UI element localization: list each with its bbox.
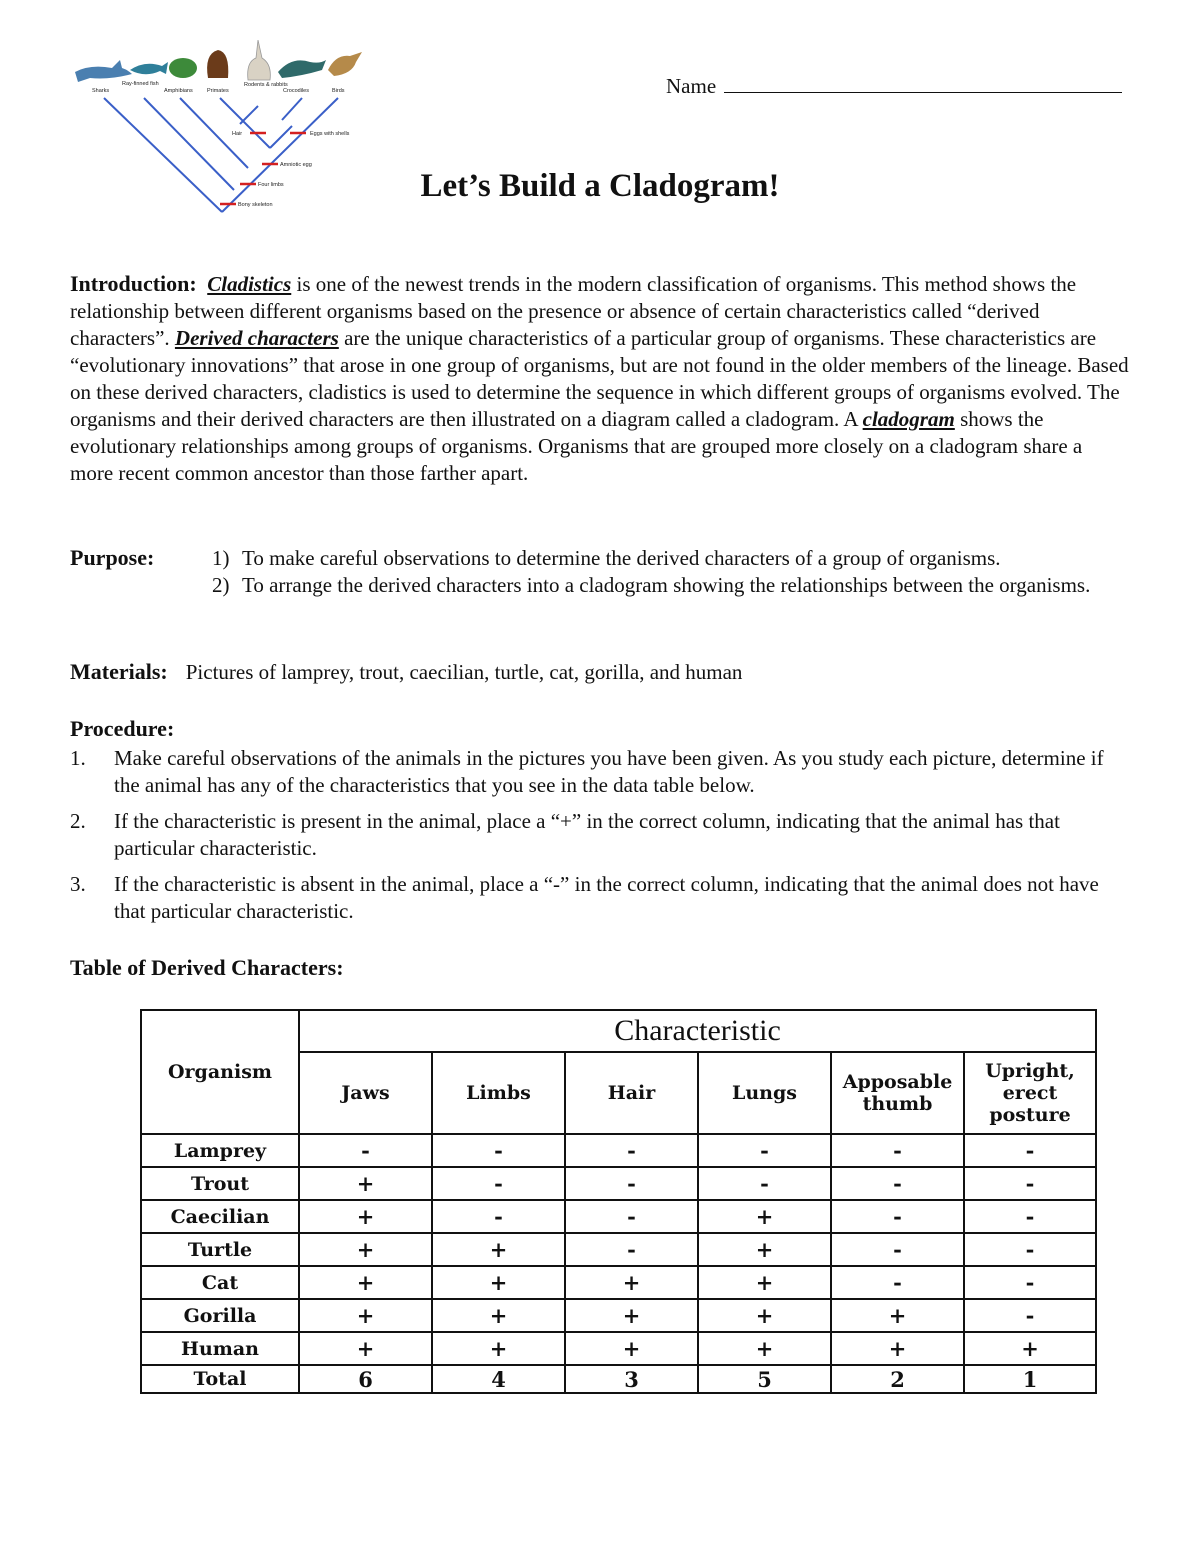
table-row [141, 1332, 1096, 1365]
characteristic-cell[interactable]: - [565, 1167, 698, 1200]
table-body [141, 1134, 1096, 1393]
procedure-step [70, 871, 1130, 925]
characteristic-cell[interactable]: + [299, 1233, 432, 1266]
term-derived-characters: Derived characters [174, 326, 339, 350]
step-number: 2. [70, 809, 86, 833]
characteristic-cell[interactable]: - [565, 1200, 698, 1233]
characteristic-cell[interactable]: - [565, 1134, 698, 1167]
name-field [666, 74, 1122, 99]
organism-cell: Gorilla [141, 1299, 299, 1332]
animal-illustrations [75, 40, 362, 82]
bird-illustration [328, 52, 362, 76]
organism-header: Organism [141, 1010, 299, 1134]
characteristic-cell[interactable]: + [432, 1299, 565, 1332]
purpose-item [212, 545, 1132, 572]
characteristic-header: Characteristic [299, 1010, 1096, 1052]
column-header: Lungs [698, 1052, 831, 1134]
taxon-label: Birds [332, 88, 345, 94]
characteristic-cell[interactable]: + [299, 1299, 432, 1332]
characteristic-cell[interactable]: + [698, 1266, 831, 1299]
taxon-label: Rodents & rabbits [244, 82, 288, 88]
purpose-list [212, 545, 1132, 599]
characteristic-cell[interactable]: - [831, 1167, 964, 1200]
characteristic-cell[interactable]: - [432, 1200, 565, 1233]
characteristic-cell[interactable]: 2 [831, 1365, 964, 1393]
characteristic-cell[interactable]: - [964, 1233, 1096, 1266]
characteristic-cell[interactable]: + [565, 1332, 698, 1365]
character-label: Bony skeleton [238, 202, 273, 208]
step-number: 3. [70, 872, 86, 896]
introduction-label: Introduction: [70, 271, 197, 296]
characteristic-cell[interactable]: - [432, 1167, 565, 1200]
characteristic-cell[interactable]: 3 [565, 1365, 698, 1393]
characteristic-cell[interactable]: + [698, 1332, 831, 1365]
step-text: If the characteristic is present in the animal, place a “+” in the correct column, indicating that the animal has that particular characteristic. [114, 809, 1060, 860]
procedure-step [70, 745, 1130, 799]
characteristic-cell[interactable]: - [831, 1200, 964, 1233]
step-text: Make careful observations of the animals in the pictures you have been given. As you study each picture, determine if the animal has any of the characteristics that you see in the data table below. [114, 746, 1104, 797]
procedure-list [70, 745, 1130, 934]
materials-text: Pictures of lamprey, trout, caecilian, turtle, cat, gorilla, and human [185, 660, 743, 684]
character-label: Amniotic egg [280, 162, 312, 168]
step-text: If the characteristic is absent in the animal, place a “-” in the correct column, indicating that the animal does not have that particular characteristic. [114, 872, 1099, 923]
characteristic-cell[interactable]: + [432, 1233, 565, 1266]
taxon-label: Primates [207, 88, 229, 94]
characteristic-cell[interactable]: + [432, 1266, 565, 1299]
table-row [141, 1167, 1096, 1200]
purpose-number: 1) [212, 546, 230, 570]
frog-illustration [169, 58, 197, 78]
character-label: Four limbs [258, 182, 284, 188]
characteristic-cell[interactable]: 1 [964, 1365, 1096, 1393]
shark-illustration [75, 60, 132, 82]
table-row [141, 1233, 1096, 1266]
organism-cell: Lamprey [141, 1134, 299, 1167]
characteristic-cell[interactable]: - [964, 1200, 1096, 1233]
characteristic-cell[interactable]: + [831, 1332, 964, 1365]
characteristic-cell[interactable]: 5 [698, 1365, 831, 1393]
column-header: Limbs [432, 1052, 565, 1134]
characteristic-cell[interactable]: - [698, 1167, 831, 1200]
taxa-labels [92, 81, 345, 94]
purpose-text: To make careful observations to determine the derived characters of a group of organisms. [242, 546, 1001, 570]
introduction-paragraph [70, 270, 1130, 487]
table-row [141, 1266, 1096, 1299]
purpose-number: 2) [212, 573, 230, 597]
characteristic-cell[interactable]: - [831, 1233, 964, 1266]
characteristic-cell[interactable]: + [831, 1299, 964, 1332]
term-cladogram: cladogram [862, 407, 955, 431]
table-title: Table of Derived Characters: [70, 955, 344, 980]
characteristic-cell[interactable]: - [831, 1134, 964, 1167]
characteristic-cell[interactable]: - [565, 1233, 698, 1266]
name-label: Name [666, 74, 717, 98]
characteristic-cell[interactable]: + [299, 1266, 432, 1299]
characteristic-cell[interactable]: + [698, 1200, 831, 1233]
materials-label: Materials: [70, 659, 168, 684]
taxon-label: Ray-finned fish [122, 81, 159, 87]
intro-text-1: is one of the newest trends in the modern classification of organisms. This method shows the relationship between different organisms based on the presence or absence of certain characteristics called “derived characters”. [70, 272, 1077, 350]
characteristic-cell[interactable]: + [698, 1299, 831, 1332]
rabbit-illustration [248, 40, 271, 80]
procedure-step [70, 808, 1130, 862]
organism-cell: Turtle [141, 1233, 299, 1266]
term-cladistics: Cladistics [207, 272, 292, 296]
purpose-label: Purpose: [70, 545, 155, 570]
characteristic-cell[interactable]: 4 [432, 1365, 565, 1393]
characteristic-cell[interactable]: 6 [299, 1365, 432, 1393]
purpose-item [212, 572, 1132, 599]
character-label: Eggs with shells [310, 131, 350, 137]
intro-text-2: are the unique characteristics of a particular group of organisms. These characteristics are “evolutionary innovations” that arose in one group of organisms, but are not found in the older members of the lineage. Based on these derived characters, cladistics is used to determine the sequence in which different groups of organisms evolved. The organisms and their derived characters are then illustrated on a diagram called a cladogram. A [70, 326, 1129, 431]
intro-text-3: shows the evolutionary relationships among groups of organisms. Organisms that are grouped more closely on a cladogram share a more recent common ancestor than those farther apart. [70, 407, 1083, 485]
column-header: Jaws [299, 1052, 432, 1134]
primate-illustration [207, 50, 228, 78]
characteristic-cell[interactable]: + [299, 1167, 432, 1200]
characteristic-cell[interactable]: - [964, 1266, 1096, 1299]
procedure-label: Procedure: [70, 716, 175, 741]
organism-cell: Total [141, 1365, 299, 1393]
organism-cell: Cat [141, 1266, 299, 1299]
column-header: Upright, erect posture [964, 1052, 1096, 1134]
step-number: 1. [70, 746, 86, 770]
characteristic-cell[interactable]: + [299, 1332, 432, 1365]
organism-cell: Trout [141, 1167, 299, 1200]
materials-section [70, 658, 1130, 686]
taxon-label: Amphibians [164, 88, 193, 94]
column-header: Apposable thumb [831, 1052, 964, 1134]
characteristic-cell[interactable]: + [698, 1233, 831, 1266]
column-header: Hair [565, 1052, 698, 1134]
characteristic-cell[interactable]: - [698, 1134, 831, 1167]
characteristic-cell[interactable]: - [432, 1134, 565, 1167]
characteristic-cell[interactable]: - [299, 1134, 432, 1167]
table-row [141, 1134, 1096, 1167]
characteristic-cell[interactable]: + [964, 1332, 1096, 1365]
page-title: Let’s Build a Cladogram! [420, 168, 780, 204]
organism-cell: Caecilian [141, 1200, 299, 1233]
organism-cell: Human [141, 1332, 299, 1365]
characteristic-cell[interactable]: - [964, 1167, 1096, 1200]
character-label: Hair [232, 131, 243, 137]
taxon-label: Crocodiles [283, 88, 309, 94]
characteristic-cell[interactable]: - [831, 1266, 964, 1299]
characteristic-cell[interactable]: - [964, 1134, 1096, 1167]
characteristic-cell[interactable]: + [299, 1200, 432, 1233]
table-row [141, 1299, 1096, 1332]
crocodile-illustration [278, 60, 326, 78]
characteristic-cell[interactable]: + [565, 1299, 698, 1332]
taxon-label: Sharks [92, 88, 110, 94]
purpose-text: To arrange the derived characters into a cladogram showing the relationships between the organisms. [242, 573, 1091, 597]
name-blank-line[interactable] [724, 74, 1122, 93]
table-row [141, 1200, 1096, 1233]
derived-characters-table [140, 1009, 1097, 1394]
characteristic-cell[interactable]: - [964, 1299, 1096, 1332]
characteristic-cell[interactable]: + [432, 1332, 565, 1365]
table-row [141, 1365, 1096, 1393]
fish-illustration [130, 62, 168, 74]
characteristic-cell[interactable]: + [565, 1266, 698, 1299]
